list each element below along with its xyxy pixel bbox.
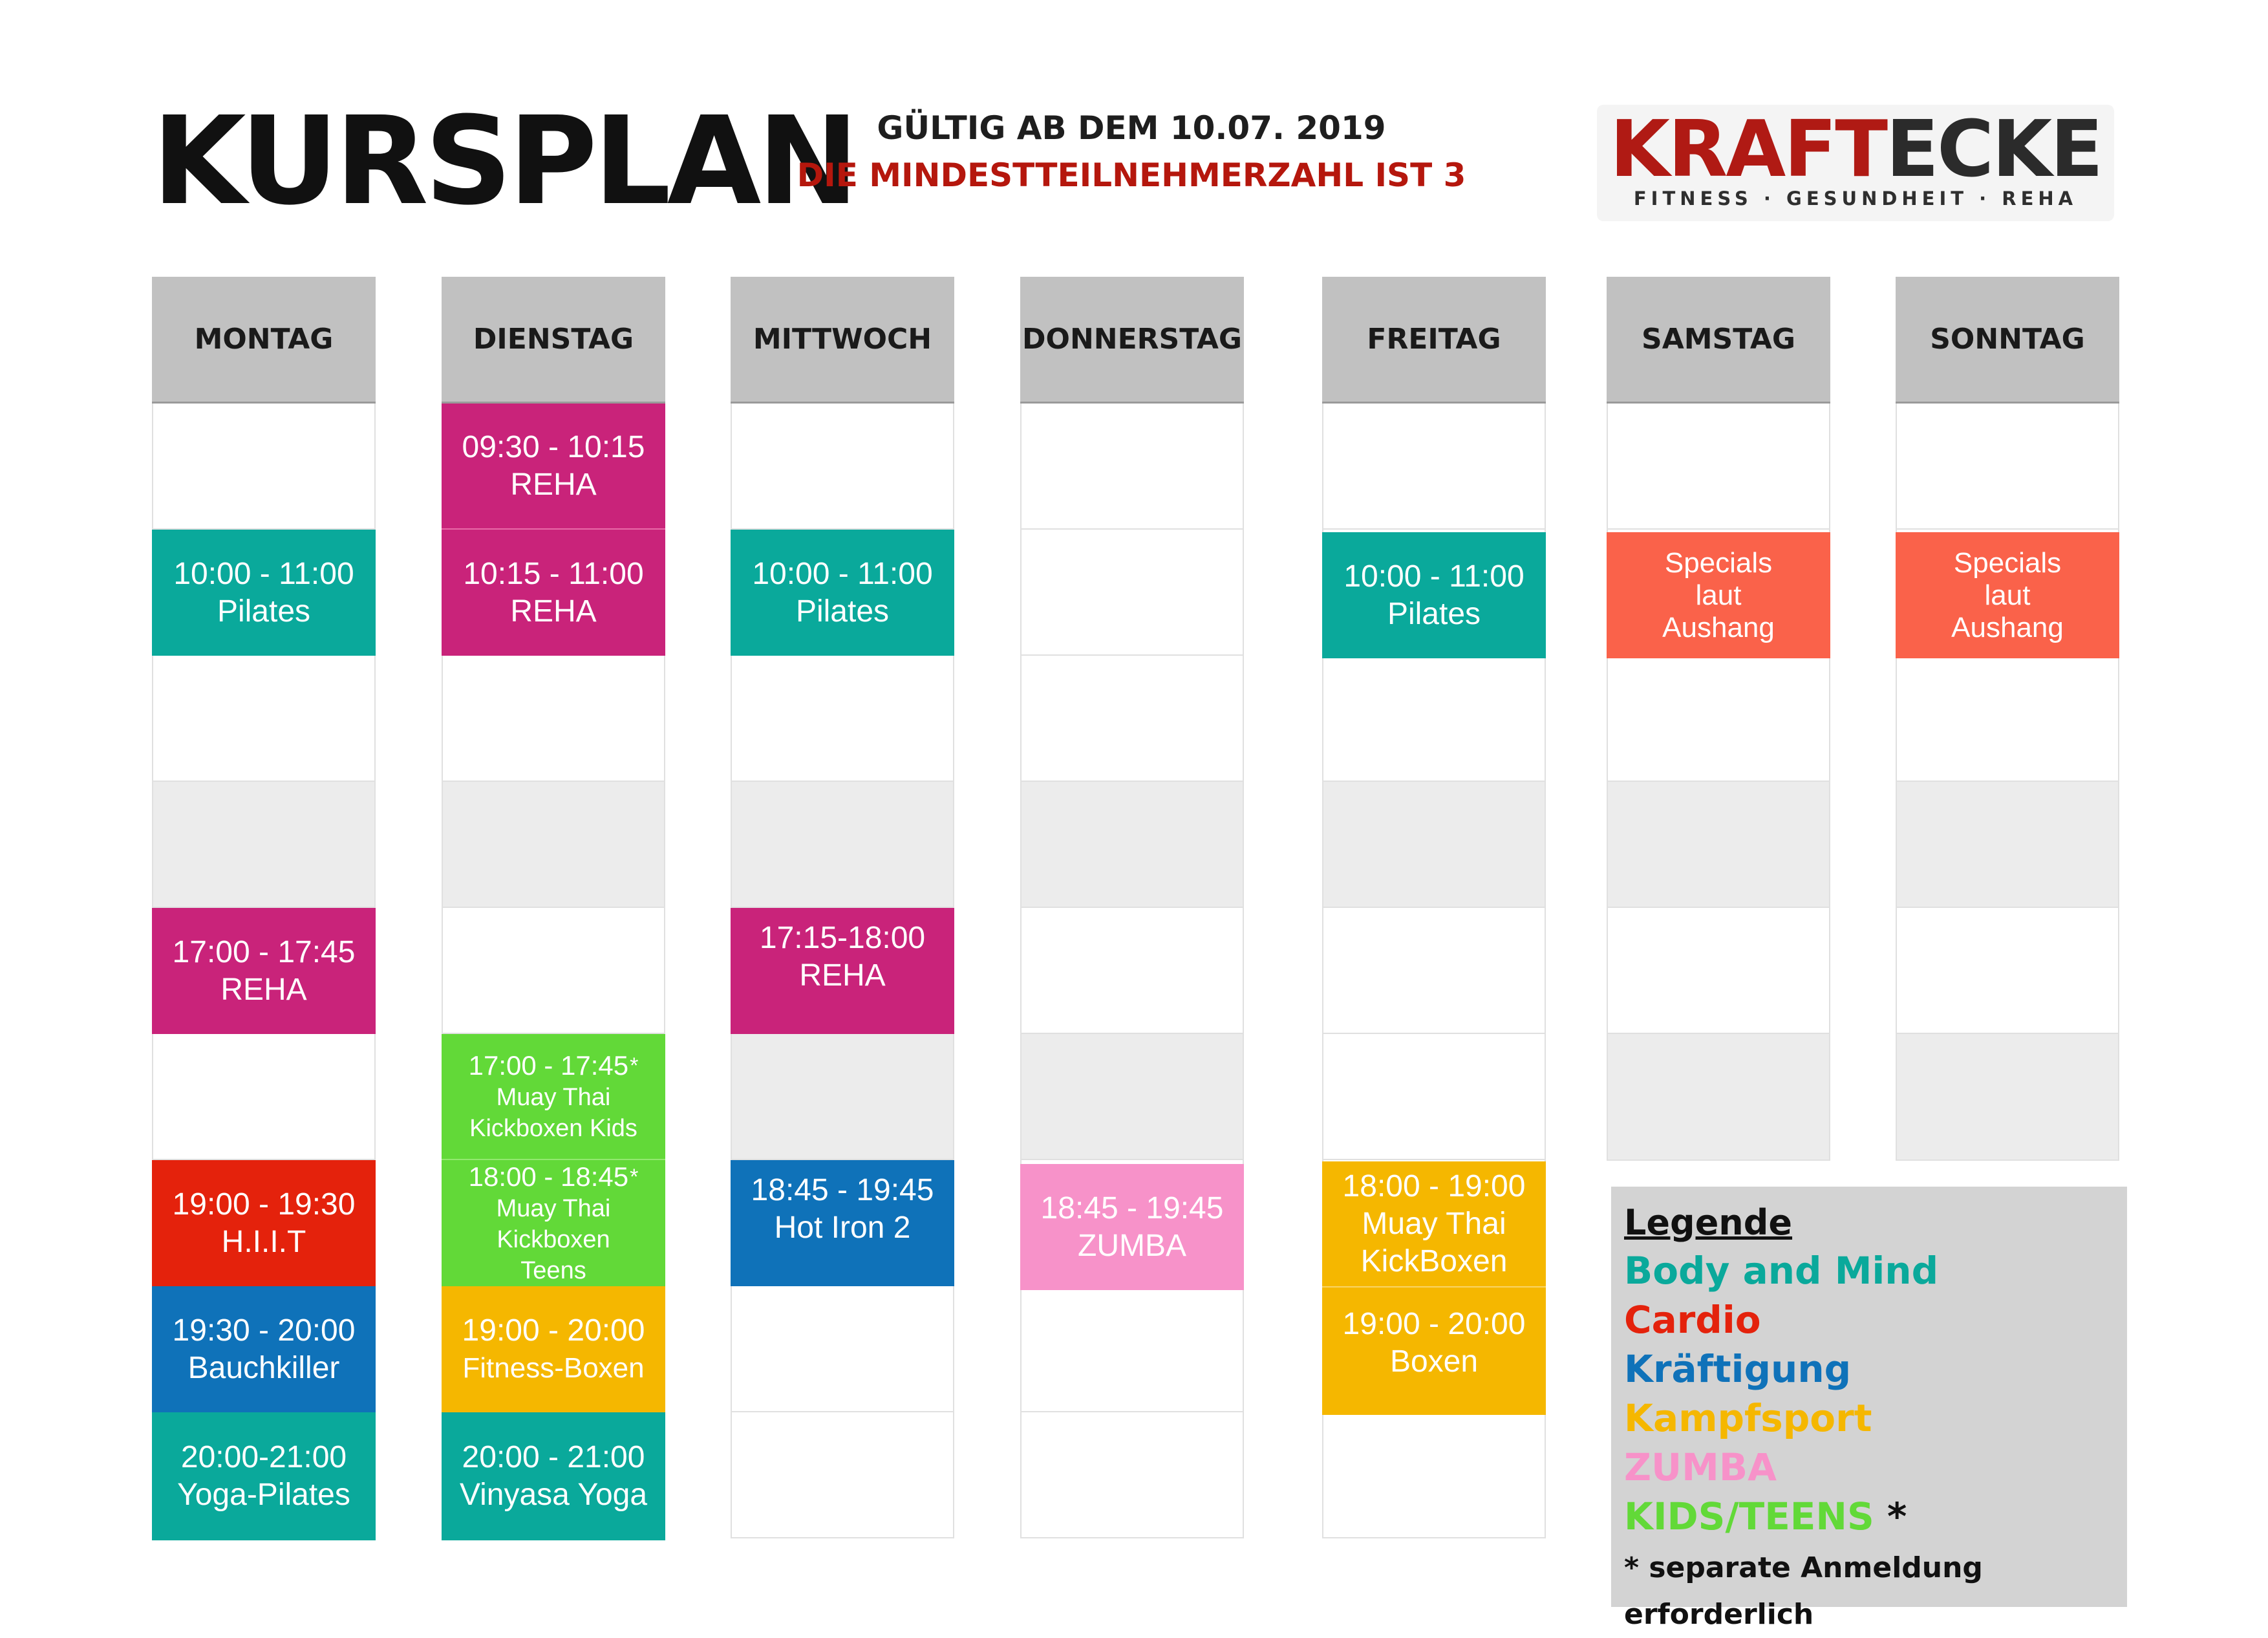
empty-slot xyxy=(1607,782,1830,908)
class-name: Vinyasa Yoga xyxy=(459,1478,648,1512)
class-name: Pilates xyxy=(217,594,311,629)
class-name: Fitness-Boxen xyxy=(462,1352,645,1384)
class-name: H.I.I.T xyxy=(221,1224,306,1259)
empty-slot xyxy=(1020,656,1244,782)
empty-slot xyxy=(1896,404,2119,530)
day-column-freitag xyxy=(1322,277,1546,1540)
empty-slot xyxy=(152,656,376,782)
legend-body-and-mind: Body and Mind xyxy=(1624,1249,1939,1293)
day-header-freitag: FREITAG xyxy=(1322,277,1546,404)
class-name: Pilates xyxy=(795,594,890,629)
empty-slot xyxy=(731,1286,954,1412)
class-slot-hot-iron-2[interactable] xyxy=(731,1160,954,1286)
legend-registration-note: * separate Anmeldung erforderlich xyxy=(1624,1551,1983,1631)
krafteck-logo xyxy=(1597,105,2114,221)
logo-wordmark xyxy=(1597,105,2114,195)
legend xyxy=(1611,1187,2127,1631)
class-time: 19:00 - 19:30 xyxy=(172,1187,356,1222)
day-header-sonntag: SONNTAG xyxy=(1896,277,2119,404)
empty-slot xyxy=(1020,530,1244,656)
class-slot-muay-thai-kickboxen[interactable] xyxy=(1322,1161,1546,1288)
class-time: 18:45 - 19:45 xyxy=(751,1173,934,1207)
empty-slot xyxy=(152,1034,376,1160)
class-slot-vinyasa-yoga[interactable] xyxy=(442,1412,665,1540)
class-slot-zumba[interactable] xyxy=(1020,1164,1244,1290)
legend-star: * xyxy=(1887,1494,1907,1538)
class-name: Muay Thai Kickboxen Teens xyxy=(496,1194,611,1284)
class-slot-reha[interactable] xyxy=(152,908,376,1034)
legend-title: Legende xyxy=(1624,1202,1793,1243)
class-name: Specials laut Aushang xyxy=(1951,546,2064,643)
class-slot-bauchkiller[interactable] xyxy=(152,1286,376,1412)
empty-slot xyxy=(731,656,954,782)
class-time xyxy=(469,1050,639,1082)
day-header-dienstag: DIENSTAG xyxy=(442,277,665,404)
empty-slot xyxy=(731,404,954,530)
empty-slot xyxy=(731,1034,954,1160)
empty-slot xyxy=(442,908,665,1034)
class-slot-muay-thai-teens[interactable] xyxy=(442,1160,665,1286)
legend-cardio: Cardio xyxy=(1624,1298,1761,1342)
page-title: KURSPLAN xyxy=(152,91,855,232)
legend-kraeftigung: Kräftigung xyxy=(1624,1347,1852,1391)
empty-slot xyxy=(1896,782,2119,908)
class-time: 17:00 - 17:45 xyxy=(172,934,356,969)
class-slot-muay-thai-kids[interactable] xyxy=(442,1034,665,1160)
class-time: 19:00 - 20:00 xyxy=(1342,1307,1526,1341)
class-time: 10:00 - 11:00 xyxy=(1343,559,1524,594)
empty-slot xyxy=(1322,404,1546,530)
class-slot-reha[interactable] xyxy=(442,530,665,656)
class-slot-pilates[interactable] xyxy=(731,530,954,656)
class-time: 09:30 - 10:15 xyxy=(462,429,645,464)
empty-slot xyxy=(1607,404,1830,530)
empty-slot xyxy=(442,656,665,782)
minimum-participants-note: DIE MINDESTTEILNEHMERZAHL IST 3 xyxy=(797,156,1466,194)
class-time: 18:45 - 19:45 xyxy=(1040,1191,1224,1225)
empty-slot xyxy=(1020,1034,1244,1160)
class-slot-pilates[interactable] xyxy=(152,530,376,656)
empty-slot xyxy=(1020,1286,1244,1412)
empty-slot xyxy=(731,1412,954,1538)
class-time xyxy=(469,1161,639,1193)
class-slot-specials[interactable] xyxy=(1607,532,1830,658)
empty-slot xyxy=(1322,782,1546,908)
class-name: REHA xyxy=(220,972,307,1007)
day-header-mittwoch: MITTWOCH xyxy=(731,277,954,404)
empty-slot xyxy=(1607,908,1830,1034)
legend-kids-teens-row xyxy=(1624,1492,2127,1541)
legend-kids-teens: KIDS/TEENS xyxy=(1624,1494,1874,1538)
class-time: 10:00 - 11:00 xyxy=(173,556,354,591)
empty-slot xyxy=(1896,1034,2119,1161)
class-time-text: 18:00 - 18:45 xyxy=(468,1161,629,1192)
class-time: 19:30 - 20:00 xyxy=(172,1313,356,1348)
day-column-donnerstag xyxy=(1020,277,1244,1540)
class-name: REHA xyxy=(510,594,597,629)
class-slot-reha[interactable] xyxy=(731,908,954,1034)
class-slot-yoga-pilates[interactable] xyxy=(152,1412,376,1540)
day-column-samstag xyxy=(1607,277,1830,1163)
empty-slot xyxy=(1322,1412,1546,1538)
day-column-mittwoch xyxy=(731,277,954,1540)
empty-slot xyxy=(1020,908,1244,1034)
empty-slot xyxy=(1896,908,2119,1034)
class-slot-hiit[interactable] xyxy=(152,1160,376,1286)
empty-slot xyxy=(1020,404,1244,530)
day-header-montag: MONTAG xyxy=(152,277,376,404)
class-name: Pilates xyxy=(1387,596,1481,631)
class-time-text: 17:00 - 17:45 xyxy=(468,1050,629,1081)
empty-slot xyxy=(1322,656,1546,782)
class-slot-fitness-boxen[interactable] xyxy=(442,1286,665,1412)
logo-kraft: KRAFT xyxy=(1609,105,1887,195)
registration-star: * xyxy=(630,1164,639,1189)
class-name: Yoga-Pilates xyxy=(177,1478,350,1512)
class-time: 10:15 - 11:00 xyxy=(463,556,644,591)
class-name: Bauchkiller xyxy=(187,1350,340,1385)
logo-tagline: FITNESS · GESUNDHEIT · REHA xyxy=(1633,188,2078,210)
class-name: Boxen xyxy=(1389,1344,1479,1379)
empty-slot xyxy=(1322,908,1546,1034)
class-slot-reha[interactable] xyxy=(442,404,665,530)
empty-slot xyxy=(1020,1412,1244,1538)
class-slot-boxen[interactable] xyxy=(1322,1288,1546,1415)
legend-zumba: ZUMBA xyxy=(1624,1445,1777,1489)
class-name: REHA xyxy=(510,467,597,502)
logo-ecke: ECKE xyxy=(1886,105,2102,195)
class-name: Muay Thai KickBoxen xyxy=(1360,1206,1508,1278)
day-header-donnerstag: DONNERSTAG xyxy=(1020,277,1244,404)
empty-slot xyxy=(152,782,376,908)
empty-slot xyxy=(1607,1034,1830,1161)
class-name: Hot Iron 2 xyxy=(774,1211,911,1245)
day-column-sonntag xyxy=(1896,277,2119,1163)
registration-star: * xyxy=(630,1053,639,1078)
day-column-montag xyxy=(152,277,376,1540)
class-name: Muay Thai Kickboxen Kids xyxy=(469,1083,637,1142)
empty-slot xyxy=(1020,782,1244,908)
class-time: 20:00-21:00 xyxy=(180,1440,347,1474)
empty-slot xyxy=(1896,656,2119,782)
class-time: 17:15-18:00 xyxy=(759,921,926,955)
empty-slot xyxy=(442,782,665,908)
day-column-dienstag xyxy=(442,277,665,1540)
class-name: ZUMBA xyxy=(1078,1228,1186,1263)
validity-date: GÜLTIG AB DEM 10.07. 2019 xyxy=(877,109,1386,147)
class-name: REHA xyxy=(799,958,886,993)
class-slot-specials[interactable] xyxy=(1896,532,2119,658)
day-header-samstag: SAMSTAG xyxy=(1607,277,1830,404)
class-time: 20:00 - 21:00 xyxy=(462,1440,645,1474)
legend-kampfsport: Kampfsport xyxy=(1624,1396,1872,1440)
empty-slot xyxy=(152,404,376,530)
empty-slot xyxy=(731,782,954,908)
class-name: Specials laut Aushang xyxy=(1662,546,1775,643)
class-time: 10:00 - 11:00 xyxy=(752,556,933,591)
class-time: 19:00 - 20:00 xyxy=(462,1313,645,1348)
empty-slot xyxy=(1322,1034,1546,1160)
class-time: 18:00 - 19:00 xyxy=(1342,1169,1526,1203)
empty-slot xyxy=(1607,656,1830,782)
class-slot-pilates[interactable] xyxy=(1322,532,1546,658)
